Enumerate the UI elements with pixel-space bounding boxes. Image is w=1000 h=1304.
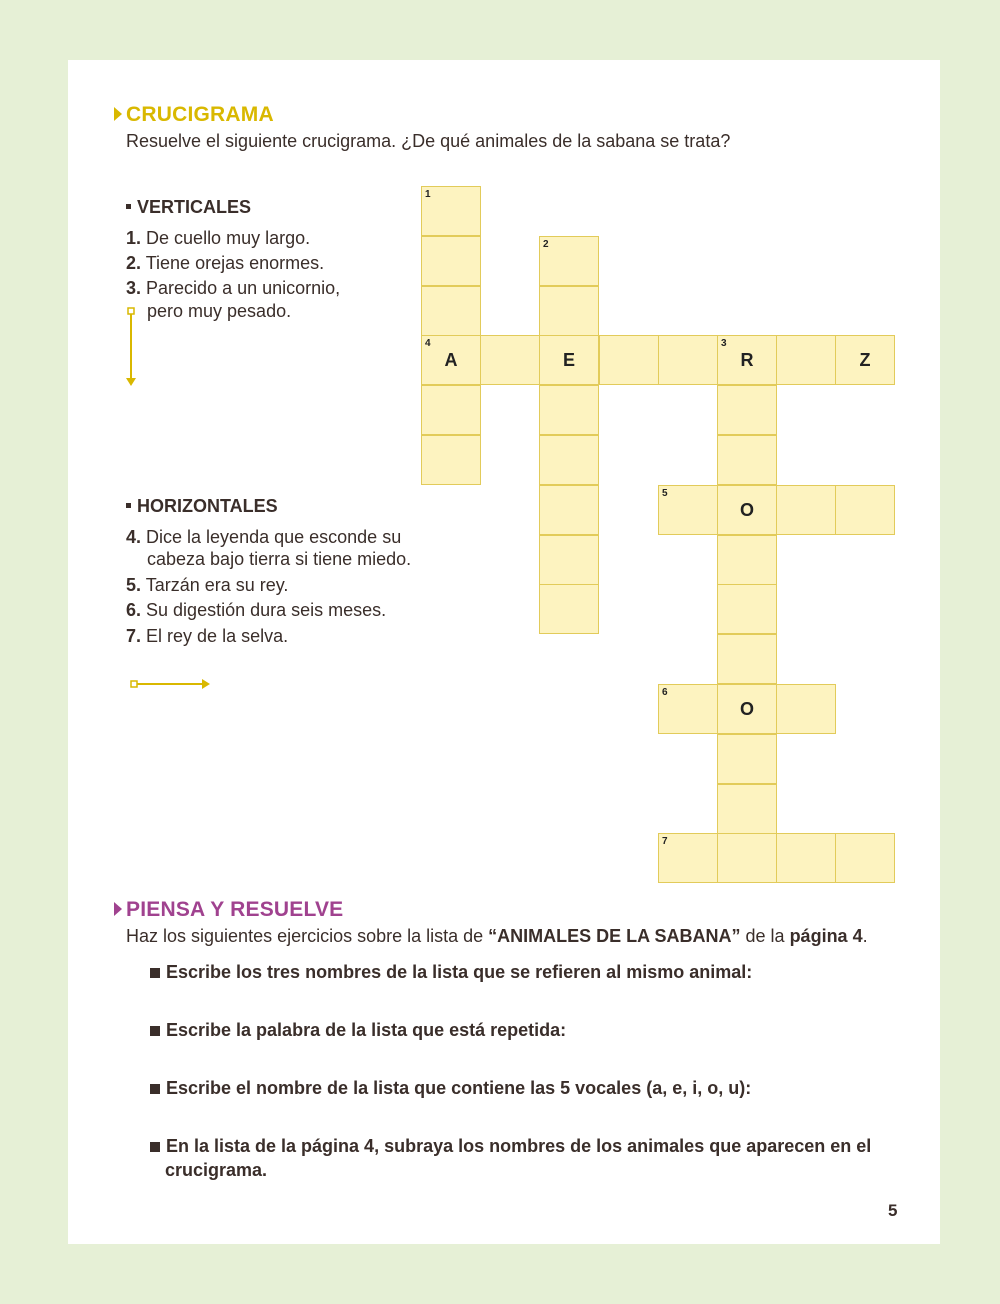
- think-title: PIENSA Y RESUELVE: [126, 898, 344, 921]
- crossword-cell[interactable]: [717, 435, 777, 485]
- crossword-cell[interactable]: [539, 286, 599, 336]
- crossword-cell[interactable]: [539, 385, 599, 435]
- horizontals-heading: HORIZONTALES: [126, 496, 278, 517]
- task-4: En la lista de la página 4, subraya los nombres de los animales que aparecen en el: [150, 1134, 871, 1158]
- crossword-cell[interactable]: [835, 335, 895, 385]
- crossword-cell[interactable]: [539, 435, 599, 485]
- cell-letter: R: [740, 350, 754, 370]
- task-1: Escribe los tres nombres de la lista que se refieren al mismo animal:: [150, 960, 752, 984]
- cell-letter: E: [562, 350, 575, 370]
- vertical-clue-3-cont: pero muy pesado.: [147, 301, 292, 321]
- crossword-intro: Resuelve el siguiente crucigrama. ¿De qué animales de la sabana se trata?: [126, 131, 731, 151]
- crossword-cell[interactable]: [717, 485, 777, 535]
- verticals-heading: VERTICALES: [126, 197, 251, 218]
- think-intro: Haz los siguientes ejercicios sobre la lista de “ANIMALES DE LA SABANA” de la página 4.: [126, 926, 868, 946]
- crossword-cell[interactable]: [717, 335, 777, 385]
- crossword-cell[interactable]: [421, 435, 481, 485]
- crossword-cell[interactable]: [717, 535, 777, 585]
- crossword-cell[interactable]: [539, 236, 599, 286]
- crossword-cell[interactable]: [539, 584, 599, 634]
- horizontal-clue-6: 6. Su digestión dura seis meses.: [126, 600, 387, 620]
- crossword-cell[interactable]: [835, 485, 895, 535]
- cell-letter: O: [739, 699, 754, 719]
- vertical-clue-2: 2. Tiene orejas enormes.: [126, 253, 325, 273]
- crossword-cell[interactable]: [717, 784, 777, 834]
- cell-letter: Z: [859, 350, 871, 370]
- crossword-cell[interactable]: [776, 684, 836, 734]
- crossword-grid: [421, 186, 895, 884]
- horizontal-clue-4-cont: cabeza bajo tierra si tiene miedo.: [147, 549, 412, 569]
- right-arrow-icon: [128, 676, 214, 692]
- section-marker-icon: [114, 107, 122, 121]
- cell-number: 3: [721, 338, 727, 349]
- crossword-cell[interactable]: [421, 286, 481, 336]
- cell-letter: A: [444, 350, 458, 370]
- vertical-clue-1: 1. De cuello muy largo.: [126, 228, 311, 248]
- horizontal-clue-7: 7. El rey de la selva.: [126, 626, 289, 646]
- crossword-cell[interactable]: [717, 734, 777, 784]
- crossword-cell[interactable]: [717, 634, 777, 684]
- crossword-cell[interactable]: [658, 485, 718, 535]
- cell-letter: O: [739, 500, 754, 520]
- cell-number: 7: [662, 836, 668, 847]
- crossword-cell[interactable]: [658, 684, 718, 734]
- crossword-cell[interactable]: [717, 833, 777, 883]
- crossword-cell[interactable]: [599, 335, 659, 385]
- down-arrow-icon: [123, 305, 139, 389]
- crossword-cell[interactable]: [658, 335, 718, 385]
- horizontal-clue-5: 5. Tarzán era su rey.: [126, 575, 289, 595]
- crossword-cell[interactable]: [717, 584, 777, 634]
- cell-number: 5: [662, 488, 668, 499]
- horizontal-clue-4: 4. Dice la leyenda que esconde su: [126, 527, 402, 547]
- crossword-cell[interactable]: [539, 335, 599, 385]
- crossword-cell[interactable]: [421, 335, 481, 385]
- cell-number: 2: [543, 239, 549, 250]
- crossword-title: CRUCIGRAMA: [126, 103, 274, 126]
- crossword-cell[interactable]: [658, 833, 718, 883]
- crossword-cell[interactable]: [539, 535, 599, 585]
- section-marker-icon: [114, 902, 122, 916]
- crossword-cell[interactable]: [717, 684, 777, 734]
- page-number: 5: [888, 1201, 898, 1220]
- crossword-cell[interactable]: [421, 186, 481, 236]
- cell-number: 4: [425, 338, 431, 349]
- cell-number: 6: [662, 687, 668, 698]
- cell-number: 1: [425, 189, 431, 200]
- task-3: Escribe el nombre de la lista que contiene las 5 vocales (a, e, i, o, u):: [150, 1076, 751, 1100]
- crossword-cell[interactable]: [539, 485, 599, 535]
- crossword-cell[interactable]: [776, 335, 836, 385]
- crossword-cell[interactable]: [421, 385, 481, 435]
- crossword-cell[interactable]: [421, 236, 481, 286]
- vertical-clue-3: 3. Parecido a un unicornio,: [126, 278, 341, 298]
- crossword-cell[interactable]: [776, 833, 836, 883]
- crossword-cell[interactable]: [776, 485, 836, 535]
- crossword-cell[interactable]: [480, 335, 540, 385]
- task-2: Escribe la palabra de la lista que está repetida:: [150, 1018, 566, 1042]
- crossword-cell[interactable]: [717, 385, 777, 435]
- crossword-cell[interactable]: [835, 833, 895, 883]
- task-4-cont: crucigrama.: [165, 1160, 268, 1180]
